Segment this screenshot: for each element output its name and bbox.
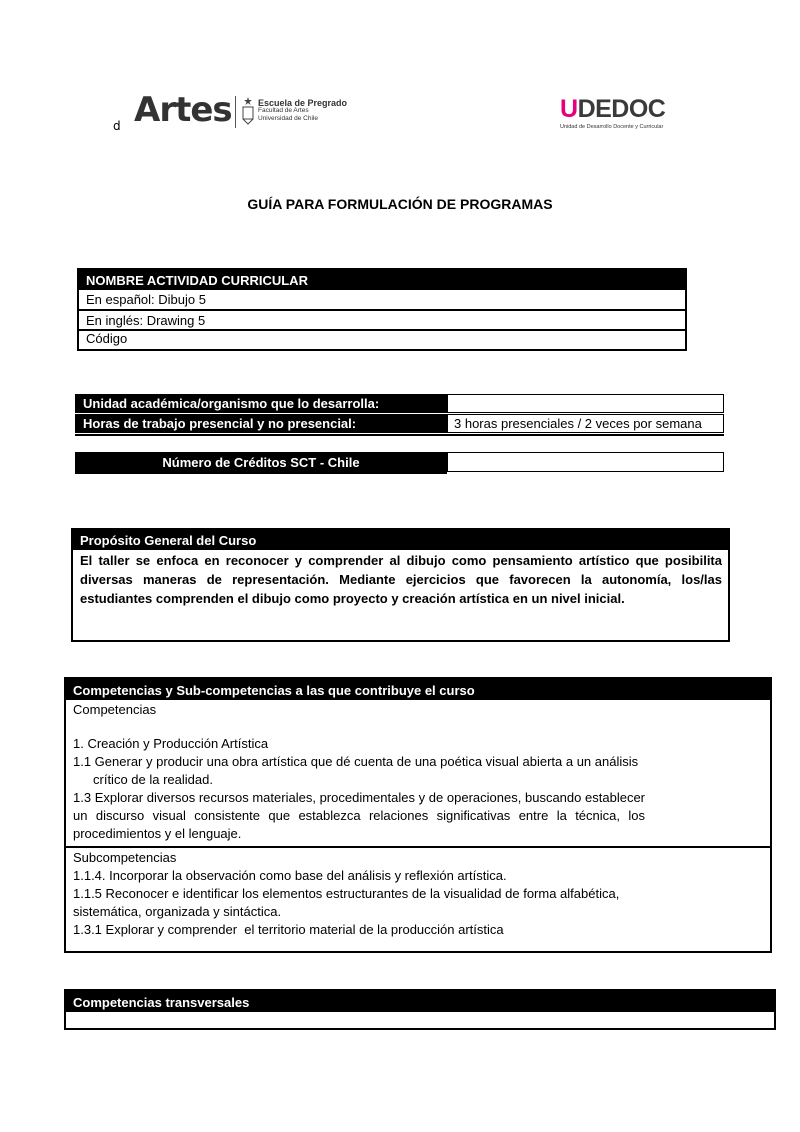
udedoc-wordmark-text: DEDOC [577,95,666,123]
unidad-table [75,394,724,436]
actividad-spanish: En español: Dibujo 5 [79,290,685,311]
stray-character: d [113,119,121,133]
page-title: GUÍA PARA FORMULACIÓN DE PROGRAMAS [247,196,553,212]
udedoc-u-icon: U [560,95,578,123]
competencias-section [66,700,770,848]
actividad-table [77,268,687,351]
competencia-1: 1. Creación y Producción Artística [73,736,269,751]
subcompetencias-title: Subcompetencias [73,850,177,865]
artes-line-3: Universidad de Chile [258,115,318,122]
competencias-table [64,677,772,953]
artes-logo [134,92,349,134]
transversales-table [64,989,776,1030]
unidad-value [447,394,724,413]
creditos-label: Número de Créditos SCT - Chile [75,452,447,474]
actividad-english: En inglés: Drawing 5 [79,311,685,331]
subcompetencia-2-cont: sistemática, organizada y sintáctica. [73,904,282,919]
competencia-1-3: 1.3 Explorar diversos recursos materiales, procedimentales y de operaciones, buscando establecer un discurso visual consistente que establezca relaciones significativas entre la técnica, los procedimientos y el lenguaje. [73,790,645,841]
logo-divider [235,96,236,128]
proposito-table [71,528,730,642]
udedoc-tagline: Unidad de Desarrollo Docente y Curricular [560,124,664,130]
competencias-title: Competencias [73,702,157,717]
university-seal-icon [241,96,255,126]
artes-wordmark: Artes [134,90,232,130]
artes-subtitle [258,99,347,123]
artes-line-1: Escuela de Pregrado [258,98,348,108]
horas-value: 3 horas presenciales / 2 veces por semana [447,414,724,433]
creditos-value [447,452,724,472]
udedoc-logo [560,95,685,135]
actividad-code: Código [86,331,128,346]
subcompetencia-2: 1.1.5 Reconocer e identificar los elementos estructurantes de la visualidad de forma alfabética, [73,886,620,901]
subcompetencias-section [66,848,770,939]
competencia-1-1-cont: crítico de la realidad. [93,772,213,787]
competencia-1-1: 1.1 Generar y producir una obra artística que dé cuenta de una poética visual abierta a un análisis [73,754,639,769]
subcompetencia-3: 1.3.1 Explorar y comprender el territorio material de la producción artística [73,922,504,937]
subcompetencia-1: 1.1.4. Incorporar la observación como base del análisis y reflexión artística. [73,868,507,883]
transversales-value [66,1012,774,1028]
transversales-header: Competencias transversales [66,991,774,1012]
proposito-header: Propósito General del Curso [73,530,728,550]
horas-label: Horas de trabajo presencial y no presencial: [75,414,447,433]
artes-line-2: Facultad de Artes [258,107,309,114]
actividad-header: NOMBRE ACTIVIDAD CURRICULAR [79,270,685,290]
proposito-text: El taller se enfoca en reconocer y comprender al dibujo como pensamiento artístico que posibilita diversas maneras de representación. Mediante ejercicios que favorecen la autonomía, los/las estudiantes comprenden el dibujo como proyecto y creación artística en un nivel inicial. [80,553,722,606]
udedoc-wordmark [560,95,665,124]
unidad-label: Unidad académica/organismo que lo desarrolla: [75,394,447,413]
competencias-header: Competencias y Sub-competencias a las que contribuye el curso [66,679,770,700]
